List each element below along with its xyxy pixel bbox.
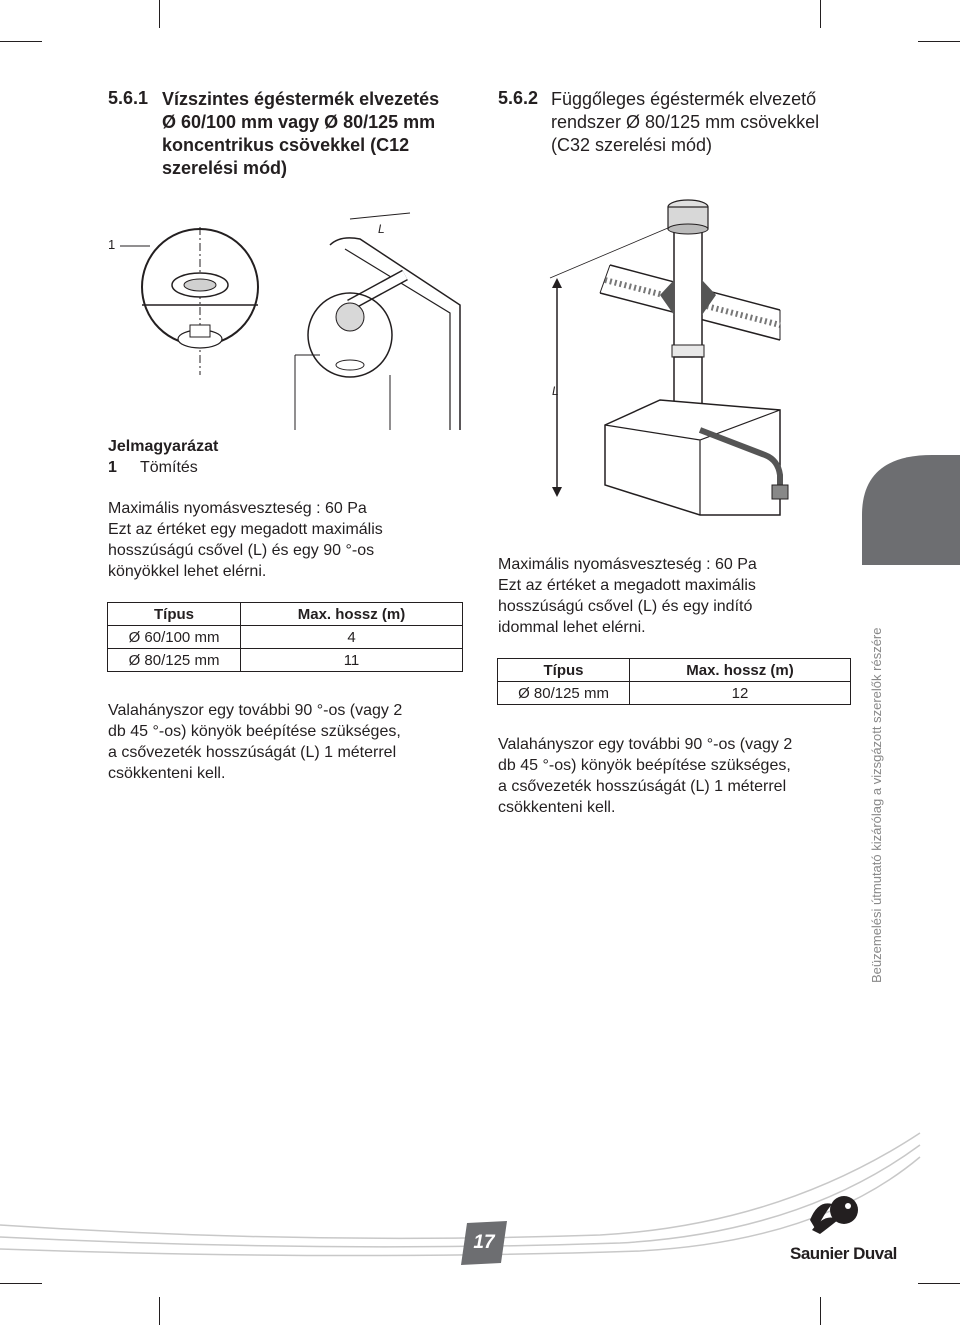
table-row	[108, 626, 463, 649]
title-line: koncentrikus csövekkel (C12	[162, 135, 410, 155]
paragraph-line: idommal lehet elérni.	[498, 619, 646, 636]
sidebar-vertical-text: Beüzemelési útmutató kizárólag a vizsgázott szerelők részére	[869, 627, 884, 983]
paragraph-line: hosszúságú csővel (L) és egy 90 °-os	[108, 542, 375, 559]
vertical-flue-diagram	[540, 185, 820, 525]
table-header: Típus	[498, 659, 630, 682]
legend-title: Jelmagyarázat	[108, 438, 219, 455]
note-line: csökkenteni kell.	[108, 765, 226, 782]
brand-logo-text: Saunier Duval	[790, 1244, 897, 1263]
paragraph-line: Maximális nyomásveszteség : 60 Pa	[498, 556, 757, 573]
note-line: a csővezeték hosszúságát (L) 1 méterrel	[498, 778, 787, 795]
table-header: Típus	[108, 603, 241, 626]
legend-item-text: Tömítés	[140, 459, 198, 476]
crop-mark	[918, 41, 960, 42]
table-cell: Ø 80/125 mm	[498, 682, 630, 705]
table-header: Max. hossz (m)	[241, 603, 463, 626]
table-cell: 12	[630, 682, 851, 705]
table-header-row	[108, 603, 463, 626]
table-header-row	[498, 659, 851, 682]
chapter-tab	[862, 455, 960, 565]
title-line: Ø 60/100 mm vagy Ø 80/125 mm	[162, 112, 436, 132]
legend-item-number: 1	[108, 459, 117, 476]
note-line: Valahányszor egy további 90 °-os (vagy 2	[108, 702, 403, 719]
table-header: Max. hossz (m)	[630, 659, 851, 682]
section-2-note	[498, 734, 792, 818]
section-2-length-table	[497, 658, 851, 705]
dimension-label-l: L	[378, 222, 385, 236]
horizontal-flue-diagram	[100, 205, 480, 435]
note-line: db 45 °-os) könyök beépítése szükséges,	[498, 757, 791, 774]
table-row	[498, 682, 851, 705]
crop-mark	[820, 1297, 821, 1325]
table-row	[108, 649, 463, 672]
table-cell: 11	[241, 649, 463, 672]
note-line: db 45 °-os) könyök beépítése szükséges,	[108, 723, 401, 740]
crop-mark	[159, 0, 160, 28]
section-1-paragraph	[108, 498, 383, 582]
note-line: csökkenteni kell.	[498, 799, 616, 816]
table-cell: Ø 60/100 mm	[108, 626, 241, 649]
section-1-note	[108, 700, 402, 784]
title-line: szerelési mód)	[162, 158, 288, 178]
section-1-number: 5.6.1	[108, 88, 149, 108]
paragraph-line: Maximális nyomásveszteség : 60 Pa	[108, 500, 367, 517]
title-line: Vízszintes égéstermék elvezetés	[162, 89, 440, 109]
section-2-paragraph	[498, 554, 757, 638]
paragraph-line: hosszúságú csővel (L) és egy indító	[498, 598, 753, 615]
paragraph-line: könyökkel lehet elérni.	[108, 563, 267, 580]
table-cell: Ø 80/125 mm	[108, 649, 241, 672]
section-2-title	[551, 88, 819, 157]
figure-callout-label: 1	[108, 237, 116, 252]
crop-mark	[0, 41, 42, 42]
crop-mark	[0, 1283, 42, 1284]
dimension-label-l: L	[552, 384, 559, 398]
saunier-duval-logo-icon	[808, 1190, 864, 1236]
section-2-number: 5.6.2	[498, 88, 539, 108]
table-cell: 4	[241, 626, 463, 649]
note-line: Valahányszor egy további 90 °-os (vagy 2	[498, 736, 793, 753]
title-line: rendszer Ø 80/125 mm csövekkel	[551, 112, 820, 132]
page-number: 17	[473, 1232, 495, 1253]
legend-item	[108, 457, 218, 478]
crop-mark	[820, 0, 821, 28]
title-line: Függőleges égéstermék elvezető	[551, 89, 817, 109]
paragraph-line: Ezt az értéket egy megadott maximális	[108, 521, 383, 538]
paragraph-line: Ezt az értéket a megadott maximális	[498, 577, 756, 594]
crop-mark	[918, 1283, 960, 1284]
title-line: (C32 szerelési mód)	[551, 135, 713, 155]
section-1-title	[162, 88, 439, 180]
section-1-length-table	[107, 602, 463, 672]
note-line: a csővezeték hosszúságát (L) 1 méterrel	[108, 744, 397, 761]
legend	[108, 436, 218, 478]
crop-mark	[159, 1297, 160, 1325]
